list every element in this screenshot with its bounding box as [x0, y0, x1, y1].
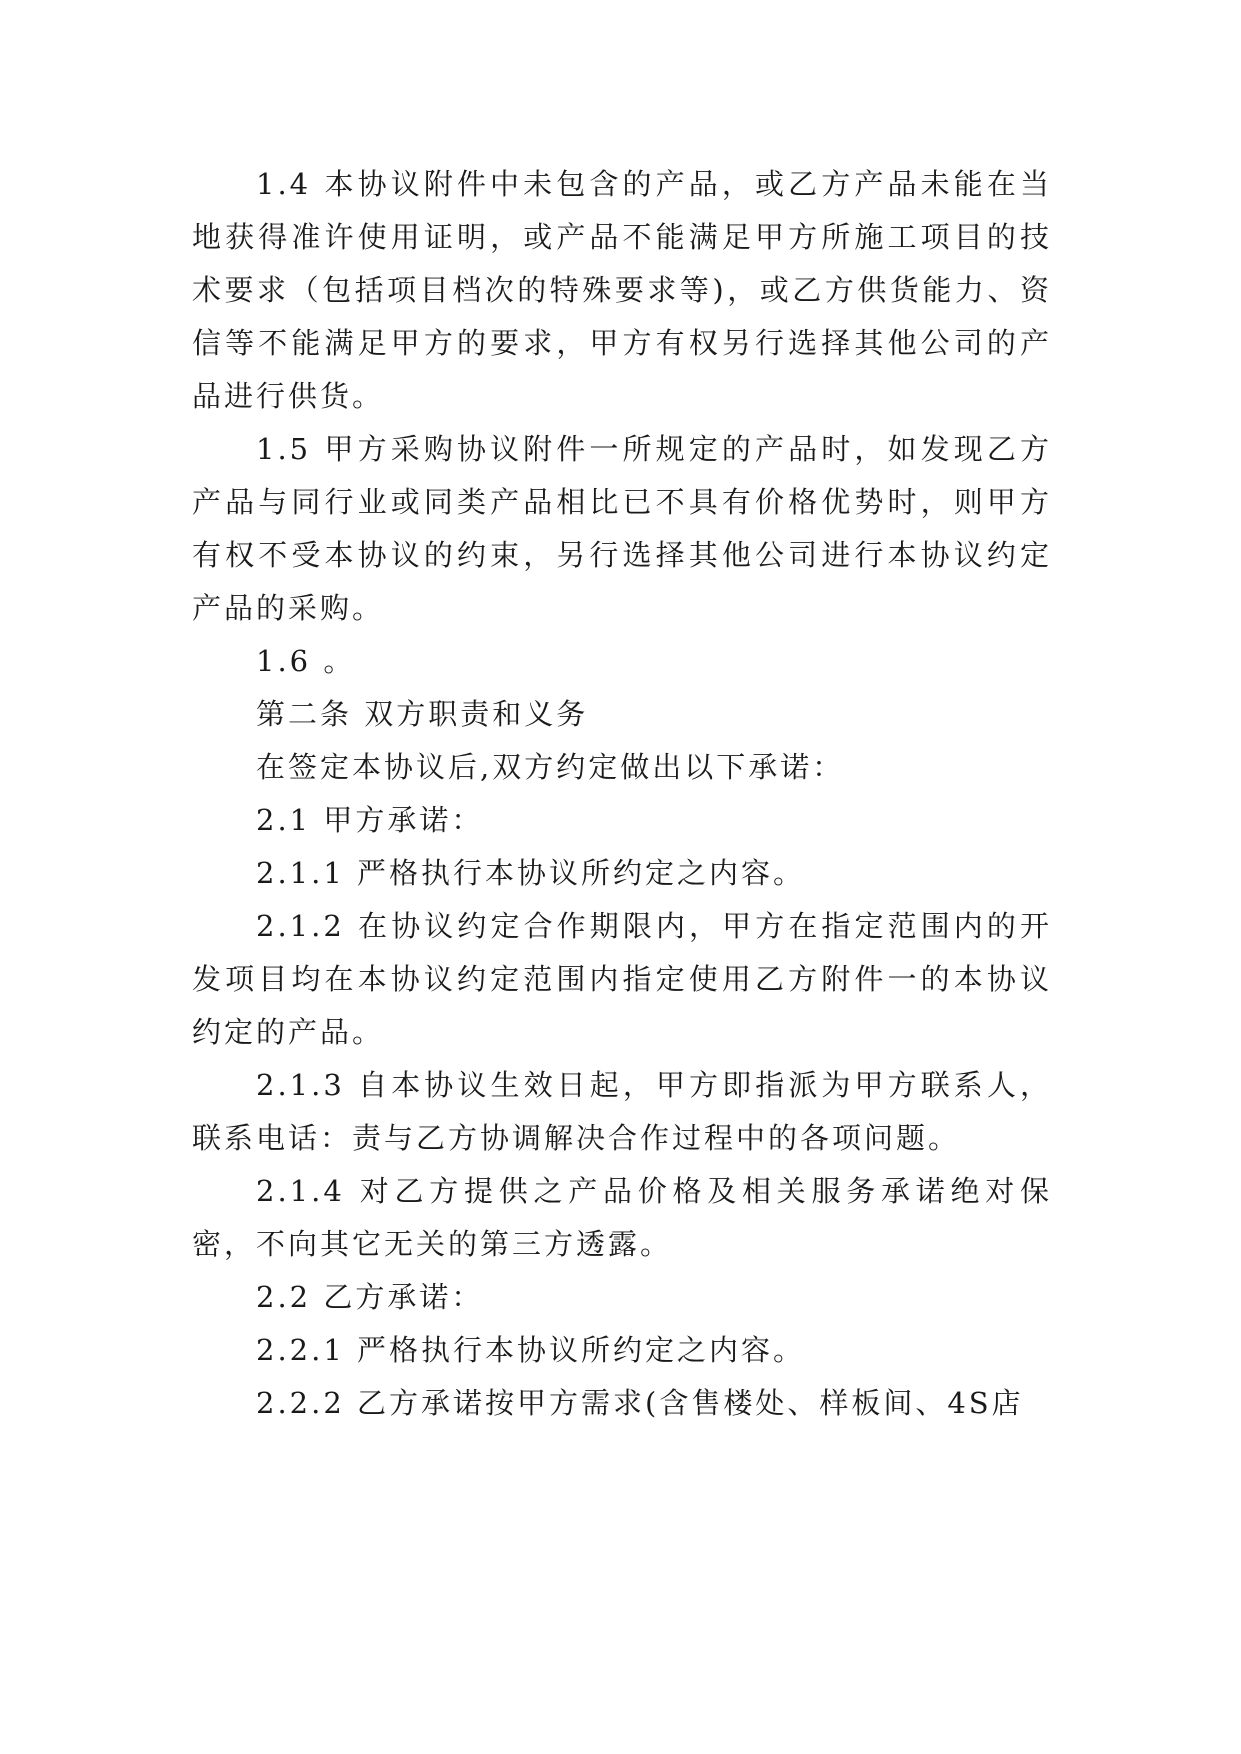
document-body: [192, 158, 1052, 1430]
paragraph-2-1-2: 2.1.2 在协议约定合作期限内，甲方在指定范围内的开发项目均在本协议约定范围内指定使用乙方附件一的本协议约定的产品。: [192, 909, 1052, 1049]
paragraph-commitment-intro: 在签定本协议后,双方约定做出以下承诺：: [256, 750, 845, 784]
paragraph-2-1-4: 2.1.4 对乙方提供之产品价格及相关服务承诺绝对保密，不向其它无关的第三方透露。: [192, 1174, 1052, 1261]
paragraph-2-2-1: 2.2.1 严格执行本协议所约定之内容。: [256, 1333, 806, 1367]
paragraph-1-4: 1.4 本协议附件中未包含的产品，或乙方产品未能在当地获得准许使用证明，或产品不能满足甲方所施工项目的技术要求（包括项目档次的特殊要求等)，或乙方供货能力、资信等不能满足甲方的要求，甲方有权另行选择其他公司的产品进行供货。: [192, 167, 1052, 413]
paragraph-2-1-3: 2.1.3 自本协议生效日起，甲方即指派为甲方联系人，联系电话：责与乙方协调解决合作过程中的各项问题。: [192, 1068, 1052, 1155]
article-2-heading: 第二条 双方职责和义务: [256, 697, 589, 731]
paragraph-2-1: 2.1 甲方承诺：: [256, 803, 484, 837]
paragraph-1-5: 1.5 甲方采购协议附件一所规定的产品时，如发现乙方产品与同行业或同类产品相比已不具有价格优势时，则甲方有权不受本协议的约束，另行选择其他公司进行本协议约定产品的采购。: [192, 432, 1052, 625]
paragraph-1-6: 1.6 。: [256, 644, 356, 678]
paragraph-2-2-2: 2.2.2 乙方承诺按甲方需求(含售楼处、样板间、4S店: [256, 1386, 1024, 1420]
paragraph-2-2: 2.2 乙方承诺：: [256, 1280, 484, 1314]
paragraph-2-1-1: 2.1.1 严格执行本协议所约定之内容。: [256, 856, 806, 890]
